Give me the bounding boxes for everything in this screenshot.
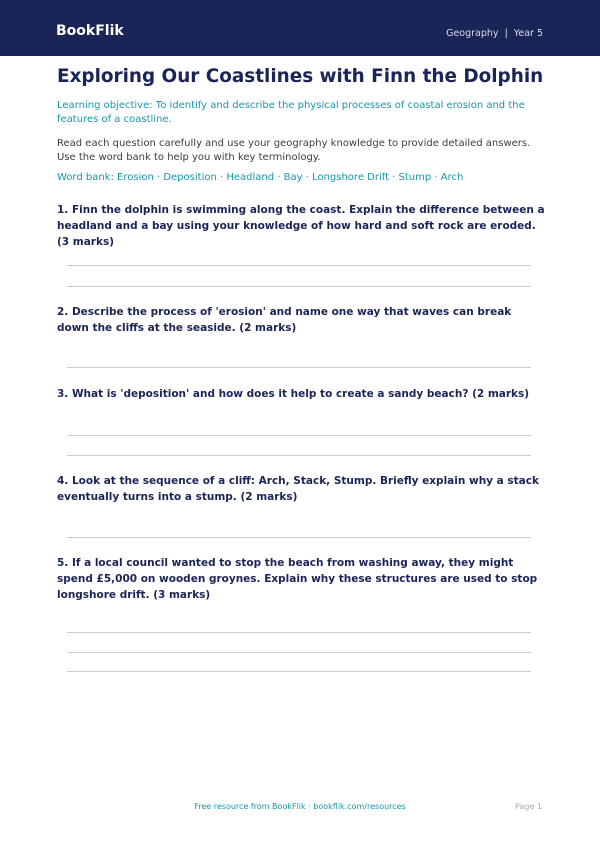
answer-line[interactable]: [67, 455, 531, 456]
answer-line[interactable]: [67, 632, 531, 633]
question-4: 4. Look at the sequence of a cliff: Arch, Stack, Stump. Briefly explain why a stack eventually turns into a stump. (2 marks): [57, 475, 539, 503]
learning-objective: Learning objective: To identify and describe the physical processes of coastal erosion and the features of a coastline.: [57, 100, 525, 125]
word-bank: Word bank: Erosion · Deposition · Headland · Bay · Longshore Drift · Stump · Arch: [57, 172, 464, 183]
footer-credit: Free resource from BookFlik · bookflik.com/resources: [194, 802, 406, 811]
brand-logo: BookFlik: [56, 23, 124, 39]
answer-line[interactable]: [67, 671, 531, 672]
answer-line[interactable]: [67, 435, 531, 436]
answer-line[interactable]: [67, 652, 531, 653]
question-1: 1. Finn the dolphin is swimming along the coast. Explain the difference between a headland and a bay using your knowledge of how hard and soft rock are eroded. (3 marks): [57, 204, 545, 248]
subject-year-label: Geography | Year 5: [446, 28, 543, 39]
instructions: Read each question carefully and use your geography knowledge to provide detailed answers. Use the word bank to help you with key terminology.: [57, 138, 531, 163]
page-title: Exploring Our Coastlines with Finn the Dolphin: [57, 66, 544, 87]
answer-line[interactable]: [67, 286, 531, 287]
question-5: 5. If a local council wanted to stop the beach from washing away, they might spend £5,000 on wooden groynes. Explain why these structures are used to stop longshore drift. (3 marks): [57, 557, 538, 601]
answer-line[interactable]: [67, 265, 531, 266]
question-3: 3. What is 'deposition' and how does it help to create a sandy beach? (2 marks): [57, 388, 530, 400]
header-bar: [0, 0, 600, 56]
answer-line[interactable]: [67, 367, 531, 368]
question-2: 2. Describe the process of 'erosion' and name one way that waves can break down the cliffs at the seaside. (2 marks): [57, 306, 512, 334]
answer-line[interactable]: [67, 537, 531, 538]
page-number: Page 1: [515, 802, 542, 811]
